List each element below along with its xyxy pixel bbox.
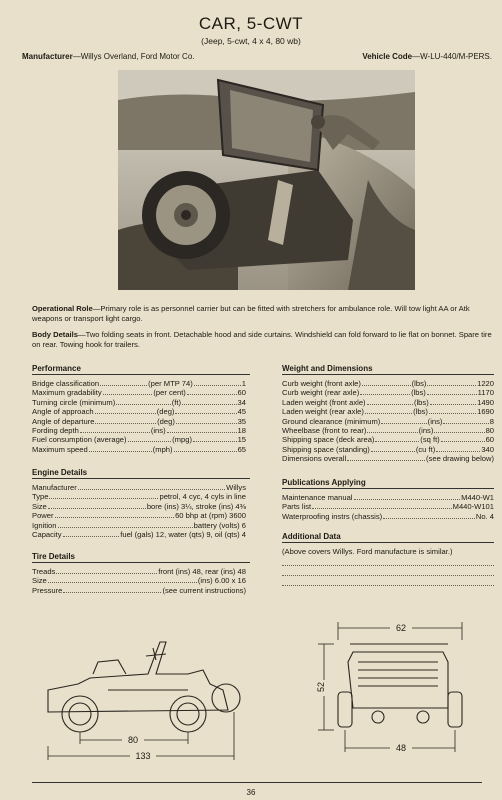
- table-row: Maximum speed (mph) 65: [32, 444, 247, 454]
- page-number: 36: [246, 788, 256, 797]
- page-subtitle: (Jeep, 5-cwt, 4 x 4, 80 wb): [201, 36, 301, 46]
- table-row: Curb weight (front axle) (lbs) 1220: [282, 379, 495, 388]
- additional-text: (Above covers Willys. Ford manufacture is similar.): [282, 547, 453, 556]
- table-row: Size (ins) 6.00 x 16: [32, 576, 246, 586]
- operational-role: [32, 304, 494, 324]
- vehicle-code-value: —W-LU-440/M-PERS.: [412, 52, 492, 61]
- additional-heading: Additional Data: [282, 532, 494, 543]
- table-row: Angle of departure (deg) 35: [32, 416, 247, 426]
- page-title: CAR, 5-CWT: [198, 14, 304, 33]
- table-row: Laden weight (rear axle) (lbs) 1690: [282, 407, 494, 417]
- table-row: Shipping space (standing) (cu ft) 340: [282, 444, 494, 454]
- table-row: Dimensions overall (see drawing below): [282, 454, 494, 464]
- engine-heading: Engine Details: [32, 468, 250, 479]
- table-row: Bridge classification (per MTP 74) 1: [32, 379, 246, 388]
- publications-heading: Publications Applying: [282, 478, 494, 489]
- table-row: Size bore (ins) 3¼, stroke (ins) 4⅜: [32, 501, 246, 511]
- table-row: Turning circle (minimum) (ft) 34: [32, 397, 246, 407]
- table-row: Laden weight (front axle) (lbs) 1490: [282, 397, 495, 407]
- weight-heading: Weight and Dimensions: [282, 364, 494, 375]
- body-details: [32, 330, 494, 350]
- table-row: Maximum gradability (per cent) 60: [32, 388, 246, 398]
- table-row: Capacity fuel (gals) 12, water (qts) 9, oil (qts) 4: [32, 530, 246, 540]
- manufacturer-value: —Willys Overland, Ford Motor Co.: [72, 52, 195, 61]
- operational-role-label: Operational Role: [32, 304, 93, 313]
- engine-table: [32, 483, 246, 539]
- track-label: 48: [395, 743, 407, 753]
- table-row: Wheelbase (front to rear) (ins) 80: [282, 426, 495, 436]
- table-row: Treads front (ins) 48, rear (ins) 48: [32, 567, 246, 576]
- width-label: 62: [395, 623, 407, 633]
- tire-table: [32, 567, 246, 595]
- blank-line: [282, 566, 494, 576]
- table-row: Angle of approach (deg) 45: [32, 407, 247, 417]
- body-details-label: Body Details: [32, 330, 78, 339]
- table-row: Waterproofing instrs (chassis) No. 4: [282, 511, 494, 521]
- performance-heading: Performance: [32, 364, 250, 375]
- blank-line: [282, 576, 494, 586]
- table-row: Ignition battery (volts) 6: [32, 520, 246, 530]
- footer-rule: [32, 782, 482, 783]
- manufacturer-label: Manufacturer: [22, 52, 73, 61]
- table-row: Fuel consumption (average) (mpg) 15: [32, 435, 247, 445]
- weight-table: [282, 379, 494, 464]
- publications-table: [282, 493, 494, 521]
- performance-table: [32, 379, 246, 454]
- table-row: Ground clearance (minimum) (ins) 8: [282, 416, 494, 426]
- table-row: Manufacturer Willys: [32, 483, 246, 492]
- overall-length-label: 133: [135, 751, 151, 761]
- table-row: Pressure (see current instructions): [32, 585, 246, 595]
- table-row: Type petrol, 4 cyc, 4 cyls in line: [32, 492, 246, 502]
- table-row: Fording depth (ins) 18: [32, 426, 246, 436]
- vehicle-code-label: Vehicle Code: [362, 52, 413, 61]
- table-row: Curb weight (rear axle) (lbs) 1170: [282, 388, 494, 398]
- manufacturer-line: [22, 52, 195, 61]
- dimension-drawing: [38, 612, 478, 772]
- additional-data: [282, 547, 494, 586]
- operational-role-text: —Primary role is as personnel carrier but can be fitted with stretchers for ambulance role. Will tow light AA or Atk weapons or transport light cargo.: [32, 304, 470, 323]
- height-label: 52: [316, 681, 326, 693]
- vehicle-code-line: [362, 52, 492, 61]
- table-row: Power 60 bhp at (rpm) 3600: [32, 511, 246, 521]
- blank-line: [282, 556, 494, 566]
- table-row: Parts list M440-W101: [282, 502, 494, 512]
- wheelbase-label: 80: [127, 735, 139, 745]
- table-row: Maintenance manual M440-W1: [282, 493, 494, 502]
- body-details-text: —Two folding seats in front. Detachable hood and side curtains. Windshield can fold forward to lie flat on bonnet. Spare tire on rear. Towing hook for trailers.: [32, 330, 492, 349]
- table-row: Shipping space (deck area) (sq ft) 60: [282, 435, 495, 445]
- jeep-photo: [118, 70, 415, 290]
- tire-heading: Tire Details: [32, 552, 250, 563]
